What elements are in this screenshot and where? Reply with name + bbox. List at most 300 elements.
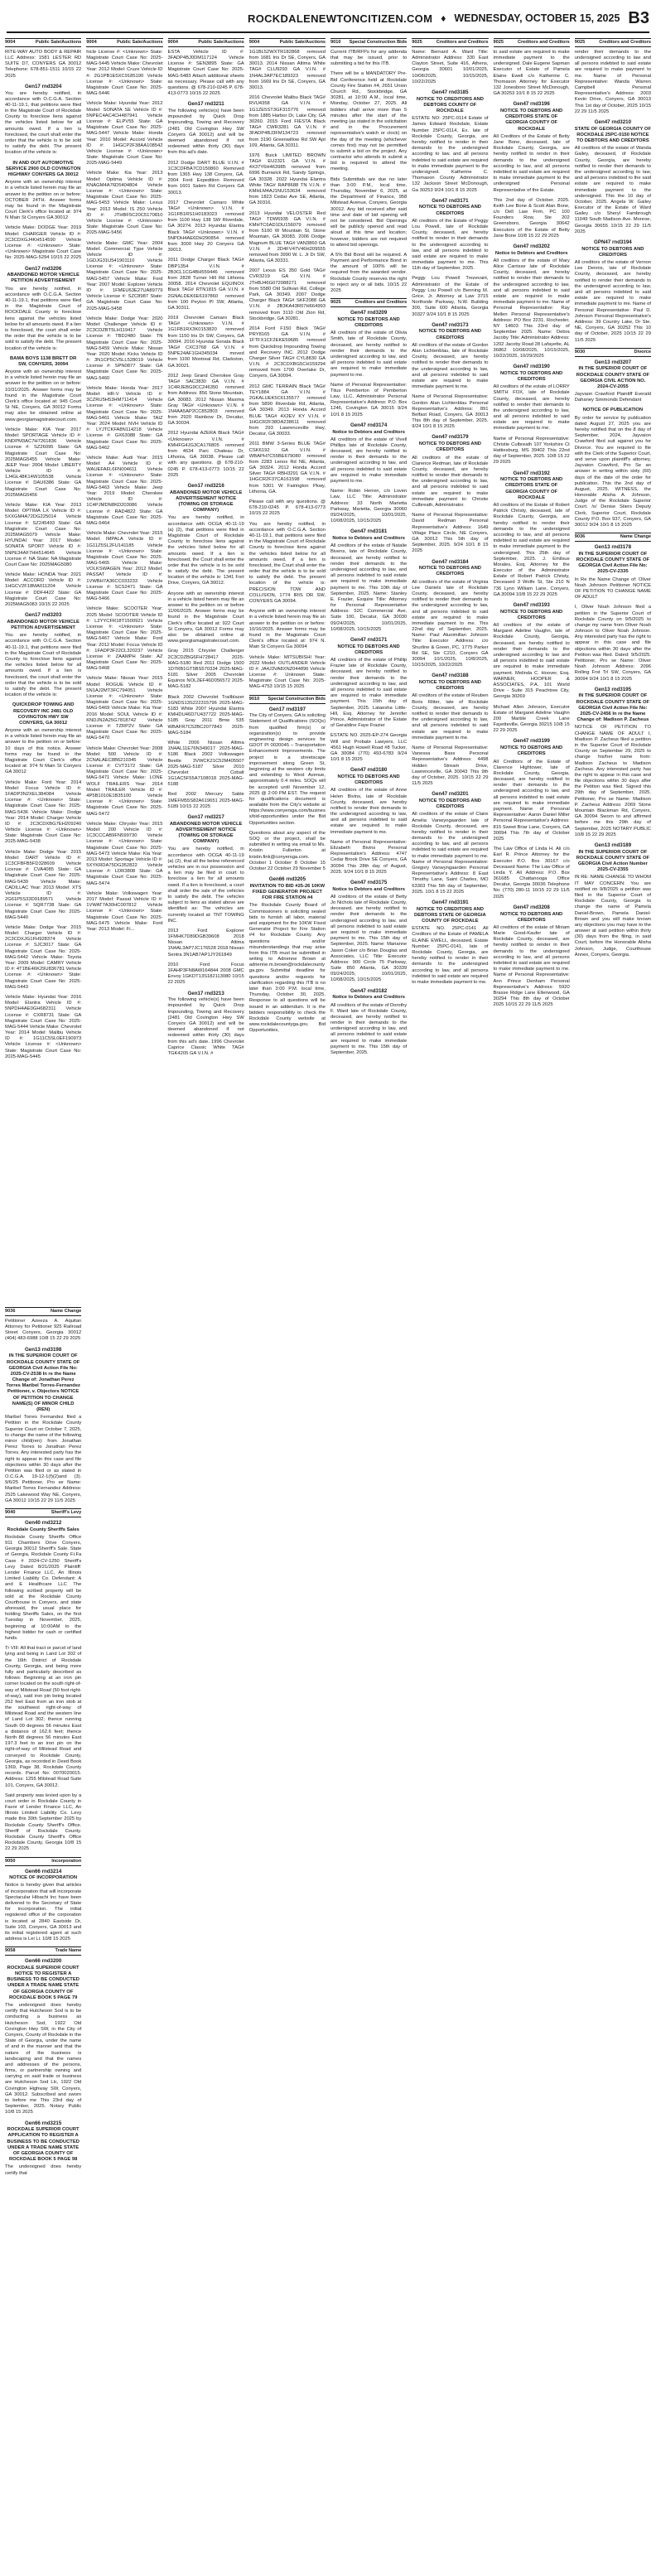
notice-title: NOTICE TO DEBTORS AND CREDITORS xyxy=(418,566,481,577)
legal-notice xyxy=(168,814,244,924)
legal-notice xyxy=(575,605,651,682)
notice-title: NOTICE TO DEBTORS AND CREDITORS xyxy=(499,745,563,757)
category-code: 9010 xyxy=(330,40,341,45)
legal-notice xyxy=(86,171,162,236)
notice-id: Gen66 rnd3200 xyxy=(24,1958,62,1965)
notice-body: ESTATE NO. 2025-EP-274 Georgia Will and Probate Lawyers, LLC 4561 Hugh Howell Road #8 Tucker, GA 30084 (770) 493-6783 9/24 10/1 8 15 2025 xyxy=(330,733,408,763)
notice-body: 2012 Dodge DART BLUE V.I.N. # 1C3CDFBA7CD150860 Removed from 1365 Hwy 138 Conyers, GA. 2004 Ford Expedition Removed from 1601 Salem Rd Conyers GA 30013. xyxy=(167,160,244,195)
notice-id: Gen47 rnd3180 xyxy=(350,767,388,774)
legal-notice xyxy=(330,767,407,836)
notice-id: GPN47 rnd3194 xyxy=(594,239,632,246)
notice-id: Gen13 rnd3207 xyxy=(594,359,632,365)
notice-id: Gen47 rnd3184 xyxy=(432,558,469,565)
notice-body: All creditors of the estate of Wanda Gailey, deceased, of Rockdale County, Georgia, are hereby notified to render their demands to the undersigned according to law, and all persons indebted to the said estate are required to make immediate payment to the undersigned. This the 10 day of October, 2025. Angela W. Gailey Executor of the Estate of Ward Gailey c/o Sheryl Fambrough 11049 South Madison Ave. Monroe, Georgia 30655 10/15 22 29 11/5 2025 xyxy=(574,146,651,234)
notice-id: Gen47 rnd3188 xyxy=(432,673,469,679)
notice-body: ESTATE NO: 25PC-0114 Estate of James Edward Rockdale, Estate Number 25PC-0114, Ex. late of Rockdale County, Georgia, are hereby notified to render in their demands to the undersigned according to law, and all persons indebted to said estate are required to make immediate payment to the undersigned. Katherine C. Thomason County Administrator 132 Jackson Street McDonough, Ga 30253 9/24 10/1 8 15 2025 xyxy=(412,116,489,193)
notice-body: render their demands to the undersigned according to law and all persons indebted to said estate are required to make payment to me. Name of Personal Representative: Wanda Warren Campbell Personal Representative's Address: 2003 Kevin Drive, Conyers, GA 30013 This 1st day of October, 2025 10/15 22 29 11/5 2025 xyxy=(574,49,651,114)
site-url[interactable]: ROCKDALENEWTONCITIZEN.COM xyxy=(248,12,433,25)
notice-body: All creditors of the estate of Clarence Redman, late of Rockdale County, deceased, are hereby notified to render their demands to the undersigned according to law, and all persons indebted to said estate are required to make immediate payment to: Christie Culbreath, Administrator. xyxy=(412,455,489,509)
notice-body: 2012 GMC TERRAIN Black TAG# TEY1884 GA V.I.N. # 2GKALUEK5C6135577 removed from 5890 Riverdale Rd, Atlanta, GA 30349. 2013 Honda Accord BLUE TAG# 4X2EV KY V.I.N. # 1HGCR2F38DA238611 removed from 293 Lawrenceville Hwy, Decatur, GA 30033. xyxy=(248,384,326,437)
notice-id: Gen13 rnd3189 xyxy=(594,842,632,848)
notice-title: Rockdale County Sheriffs Sales xyxy=(7,1527,80,1532)
notice-id: Gen47 rnd3209 xyxy=(350,310,388,316)
notice-title: NOTICE TO DEBTORS AND CREDITORS xyxy=(418,680,481,692)
notice-id: Gen47 rnd3171 xyxy=(432,197,469,204)
notice-body: 2007 Lexus ES 350 Gold TAG# CVR3219 GA V.I.N. # JTHBJ46G072088271 removed from 5580 Old Sullivan Rd, College Park, GA 30349. 2007 Dodge Charger Black TAG# SKF2088 GA V.I.N. # 2B3KA43R07H664993 removed from 3110 Old Zion Rd, Stockbridge, GA 30281. xyxy=(248,268,326,321)
notice-body: Anyone with an ownership interest in a vehicle listed herein may file an answer to the petition on or before: 10 days of this notice. Answer forms may be found in the Magistrate Court Clerk's office located at: 974 N Main St Conyers GA 30012 xyxy=(5,728,82,775)
legal-notice xyxy=(86,316,162,382)
notice-body: A 5% Bid Bond will be required. A Payment and Performance Bond in the amount of 100% will be required from the awarded vendor. Rockdale County reserves the right to reject any or all bids. 10/15 22 2025 xyxy=(330,252,408,294)
notice-body: The Law Office of Linda H. Ali c/o Earl R. Prince Attorney for the Executor P.O. Box 30167 c/o Deceased Name: The Law Office of Linda Y. Ali Address: P.O. Box 361685 Chattanooga Office Decatur, Georgia 30036 Telephone No: (770) 280-11 10/15 22 29 11/5 2025 xyxy=(493,847,570,900)
notice-body: Vehicle Make: KIA Year: 2013 Model: OPTIMA LX Vehicle ID #: 5XXGM4A72DG225014 Vehicle License #: SZ245493 State: GA Magistrate Court Case No: 2025MAG5079 Vehicle Make: HYUNDAI Year: 2017 Model: SONATA SPORT Vehicle ID #: 5NPE34AF7HH514645 Vehicle License #: NA State: NA Magistrate Court Case No: 2025MAG5080 xyxy=(5,503,82,567)
legal-notice xyxy=(5,1958,81,2115)
legal-notice xyxy=(494,705,570,735)
category-code: 9036 xyxy=(5,1309,16,1314)
legal-notice xyxy=(168,792,244,810)
notice-title: NOTICE TO DEBTORS AND CREDITORS xyxy=(337,316,400,329)
section-header xyxy=(5,1946,81,1956)
notice-body: Name of Personal Representative: Christie Culbreath 107 Yorkshire Ct Hattiesburg, MS 39402 This 22nd day of September, 2025. 10/8 15 22 29 2025 xyxy=(493,436,570,466)
legal-notice xyxy=(86,241,162,312)
legal-notice xyxy=(249,268,326,322)
legal-notice xyxy=(5,1793,81,1853)
legal-notice xyxy=(494,198,570,239)
notice-column xyxy=(168,38,244,1307)
notice-column xyxy=(330,38,407,1307)
legal-notice xyxy=(575,544,651,601)
notice-body: All creditors of the estate of Margaret Adeline Vaughn, late of Rockdale County, Georgia, deceased, are hereby notified to render their demands to the undersigned according to law and all persons indebted to said estate are required to make immediate payment. Melinda C. Hoover, Esq. WARNER, HOOPER & ASSOCIATES, P.A. 101 World Drive - Suite 315 Peachtree City, Georgia 30269 xyxy=(493,623,570,700)
notice-title: NOTICE TO DEBTORS AND CREDITORS xyxy=(418,329,481,340)
notice-title: IN THE SUPERIOR COURT OF ROCKDALE COUNTY STATE OF GEORGIA Civil Action File No: 2025-CV-2538 In re the Name Change of: Jonathan Perez Torres Maribel Torres-Fernandez Petitioner, v. Objectors NOTICE OF PETITION TO CHANGE NAME(S) OF MINOR CHILD (REN) xyxy=(6,1353,80,1413)
legal-notice xyxy=(249,876,326,1034)
notice-body: All creditors of the estate of Claire Amelia Vanwyngaarden late of Rockdale County, deceased, are hereby notified to render in their demands to the undersigned according to law, and all persons indebted to said estate are required to make immediate payment to me. Name of Personal Representative: Gregory Vanwyngaarden Personal Representative's Address: 8 East Timothy Lane, Saint Charles, MO 63303 This 5th day of September, 2025. 10/1 8 15 22 2025 xyxy=(412,812,489,895)
section-header xyxy=(5,1857,81,1866)
column-category-header xyxy=(249,38,326,47)
notice-body: Anyone with an ownership interest in a vehicle listed herein may file an answer to the petition on or before: 10/16/2025. Answer forms may be found in the Magistrate Court Clerk's office located at: 974 N. Main St Conyers Ga 30094 xyxy=(248,609,326,650)
category-code: 9004 xyxy=(167,40,178,45)
notice-body: hicle License #: <Unknown> State: Magistrate Court Case No: 2025-MAG-5445 Vehicle Make: Chevrolet Year: 2012 Model: Cruze Vehicle ID #: 2G1PB1E5XC9185190 Vehicle License #: <Unknown> State: Magistrate Court Case No: 2025-MAG-5446 xyxy=(86,49,163,97)
notice-body: Jayvaon Crawford Plaintiff Everald Dahaney Simmonds Defendant xyxy=(574,392,651,403)
column-category-header xyxy=(494,38,570,47)
notice-body: Current ITB/RFPs for any addenda that may be issued, prior to submitting a bid for this ITB. xyxy=(330,49,408,67)
notice-body: to said estate are required to make immediate payment to the undersigned. Dale Eugene Sapman Executor of Estate of Pamela Elaine Ewell c/o Katherine C. Thomason Attorney for Executor 132 Jonesboro Street McDonough, GA 30253 10/1 8 15 22 2025 xyxy=(493,49,570,97)
category-name: Special Construction Bids xyxy=(349,40,408,45)
notice-body: 2013 Ford Explorer 1FMHK7D89DGB39608 2018 Nissan Altima 1N4AL3AP7JC176528 2018 Nissan Sentra 3N1AB7AP1JY261849 xyxy=(167,928,244,958)
notice-body: Red 2002 Mercury Sable 1MEFM55S82A619651 2025-MAG-5189 10/15 22 2025 xyxy=(167,792,244,809)
legal-notice xyxy=(168,374,244,427)
legal-notice xyxy=(168,200,244,254)
notice-body: You are hereby notified, in accordance with O.C.G.A. Section 40-11-19.1, that petitions were filed in the Magistrate Court of Rockdale County to foreclose liens against the vehicles listed below for all amounts owed. If a lien is foreclosed, the court shall enter the order that the vehicle is to be sold to satisfy the debt. The present location of the vehicle is: xyxy=(5,90,82,156)
category-name: Creditors and Creditors xyxy=(436,40,489,45)
notice-body: All creditors of the estate of Vernon Lee Dennis, late of Rockdale County, deceased, are hereby notified to render their demands to the undersigned according to law, and all persons indebted to said estate are required to make immediate payment to me. Name of Personal Representative: Paul D. Johnson Personal Representative's Address: 39 Country Lake, Dr Ste. NE, Conyers, GA 30252 This 10 day of October, 2025 10/15 22 29 11/5 2025 xyxy=(574,260,651,343)
legal-notice xyxy=(494,738,570,842)
notice-body: The following vehicle(s) have been impounded by Quick Drop Impounding, Towing and Recovery (2481 Old Covington Hwy SW Conyers GA 30012) and will be deemed abandoned if not redeemed within thirty (30) days from this ad's date. 1996 Chevrolet Caprice Classic White TAG# TGK4205 GA V.I.N. # xyxy=(167,997,244,1056)
notice-id: Gen17 rnd3204 xyxy=(24,83,62,89)
legal-notice xyxy=(412,322,488,391)
notice-id: Gen40 rnd3212 xyxy=(24,1519,62,1526)
notice-id: Gen13 rnd3178 xyxy=(594,544,632,551)
legal-notice xyxy=(575,50,651,115)
legal-notice xyxy=(168,258,244,311)
notice-body: Please call with any questions. @ 678-210-0245 P. 678-413-0773 10/15 22 2025 xyxy=(248,499,326,517)
legal-notice xyxy=(5,427,81,499)
notice-title: NOTICE TO DEBTORS AND CREDITORS xyxy=(418,441,481,453)
legal-notice xyxy=(330,422,407,485)
notice-body: I, Oliver Noah Johnson filed a petition in the Superior Court of Rockdale County on 9/5/2025 to change my name from Oliver Noah Johnson to Oliver Noah Johnson. Any interested party has the right to appear in this case and file objections within 30 days after the Petition was filed. Dated: 9/5/2025. Petitioner, Pro se Name: Oliver Noah Johnson Address: 2096 Rolling Frst Trl SW, Conyers, GA 30094 9/24 10/1 8 15 2025 xyxy=(574,605,651,682)
notice-body: All creditors of the estate of Virginia Lee Daniels late of Rockdale County, deceased, are hereby notified to render their demands to the undersigned according to law, and all persons indebted to said estate are required to make immediate payment to me. This 22nd day of September, 2025. Name: Paul Aluoimillan Johnson Title: Executor Address: c/o Shurline & Green, PC, 1775 Parker Rd SE, Ste C210, Conyers GA 30094 10/1/2025, 10/8/2025, 10/15/2025, 10/22/2025 xyxy=(412,579,489,668)
legal-notice xyxy=(5,50,81,80)
notice-body: Vehicle Make: Audi Year: 2015 Model: A4 Vehicle ID #: WAUEFAFL6FN004611 Vehicle License #: <Unknown> State: Magistrate Court Case No: 2025-MAG-5463 Vehicle Make: Jeep Year: 2019 Model: Cherokee Vehicle ID #: 1C4PJMDN8KD203086 Vehicle License #: RAD4822 State: GA Magistrate Court Case No: 2025-MAG-5464 xyxy=(86,455,163,526)
notice-body: All creditors of the estate of Natalie Bivens, late of Rockdale County, deceased, are hereby notified to render their demands to the undersigned according to law, and all persons indebted to said estate are required to make immediate payment to me. This 10th day of September, 2025. Name: Stanley E. Frazier, Esquire Title: Attorney for Personal Representative Address: 52C Commercial Ave, Suite 100, Decatur, GA 30030 09/24/2025, 10/01/2025, 10/08/2025, 10/15/2025 xyxy=(330,543,408,632)
category-name: Divorce xyxy=(634,349,651,355)
notice-body: RITE-WAY AUTO BODY & REPAIR LLC Address: 1581 LESTER RD SUITE D7, CONYERS GA 30012 Telephone: 678-851-1511 10/15 22 2025 xyxy=(5,49,82,79)
category-code: 9025 xyxy=(412,40,422,45)
notice-title: ROCKDALE SUPERIOR COURT APPLICATION TO REGISTER A BUSINESS TO BE CONDUCTED UNDER A TRADE NAME STATE OF GEORGIA COUNTY OF ROCKDALE BOOK 5 PAGE 98 xyxy=(7,2127,80,2163)
legal-notice xyxy=(494,244,570,359)
notice-body: ESTA Vehicle ID #: 3FADP4BJ0DM117124 Vehicle License #: SEN3895 State: GA Magistrate Court Case No: 2025-MAG-5483 Attach additional sheets as necessary. Please call with any questions. @ 678-210-0245 P. 678-413-0773 10/15 22 2025 xyxy=(167,49,244,97)
legal-notice xyxy=(412,198,488,273)
notice-title: ABANDONED MOTOR VEHICLE ADVERTISEMENT NOTICE (TOWING OR STORAGE COMPANY) xyxy=(169,821,243,845)
legal-notice xyxy=(86,101,162,166)
legal-notice xyxy=(86,50,162,98)
notice-body: Vehicle Make: Dodge Year: 2015 Model: Charger Vehicle ID #: 2C3CDXJG1FH928374 Vehicle License #: SJC3017 State: GA Magistrate Court Case No: 2025-MAG-5442 Vehicle Make: Toyota Year: 2009 Model: CAMRY Vehicle ID #: 4T1BE46K29U836781 Vehicle License #: <Unknown> State: Magistrate Court Case No: 2025-MAG-5443 xyxy=(5,924,82,990)
legal-notice xyxy=(249,211,326,265)
notice-title: NOTICE TO CREDITORS AND DEBTORS STATE OF GEORGIA COUNTY OF ROCKDALE xyxy=(414,906,486,924)
legal-notice xyxy=(168,483,244,587)
notice-body: Vehicle Make: Hyundai Year: 2012 Model: SONATA SE Vehicle ID #: 5NPEC4AC4CH487941 Vehicle License #: ELPV55 State: GA Magistrate Court Case No: 2025-MAG-5447 Vehicle Make: Honda Year: 2010 Model: Accord Vehicle ID #: 1HGCP2F38AA108542 Vehicle License #: <Unknown> State: Magistrate Court Case No: 2025-MAG-5449 xyxy=(86,101,163,166)
legal-notice xyxy=(575,408,651,528)
legal-notice xyxy=(86,606,162,672)
legal-notice xyxy=(5,1520,81,1642)
notice-title: ROCKDALE SUPERIOR COURT NOTICE TO REGISTER A BUSINESS TO BE CONDUCTED UNDER A TRADE NAME STATE OF GEORGIA COUNTY OF ROCKDALE BOOK 5 PAGE 79 xyxy=(7,1965,80,2000)
notice-body: Vehicle Make: Honda Year: 2017 Model: HR-V Vehicle ID #: 3CZRU5H53HM711414 Vehicle License #: <Unknown> State: Magistrate Court Case No: 2025-MAG-5461 Vehicle Make: TAIZ Year: 2024 Model: NVH Vehicle ID #: LYJTCKFA8N114218 Vehicle License #: GX63088 State: GA Magistrate Court Case No: 2025-MAG-5462 xyxy=(86,385,163,451)
notice-id: Gen17 rnd3197 xyxy=(268,706,306,712)
legal-notice xyxy=(168,929,244,958)
notice-title: NOTICE TO DEBTORS AND CREDITORS xyxy=(499,609,563,620)
legal-notice xyxy=(330,880,407,984)
legal-notice xyxy=(494,847,570,900)
notice-body: Tr VIII: All that tract or parcel of land lying and being in Land Lot 302 of the 16th District of Rockdale County, Georgia, and being more fully and particularly described as follows: Beginning at an iron pin corner located on the south right-of-way of Milstead Road (50 foot right-of-way), said iron pin being located 252 feet East from an iron stob at the southwest right-of-way of Milstead Road and the western line of Land Lot 302; thence running South 00 degrees 56 minutes East a distance of 162.6 feet; thence North 88 degrees 56 minutes East 197.3 feet to an iron pin on the right-of-way of Milstead Road and conveyed to Rockdale County, Georgia, as recorded in Deed Book 1369, Page 38, Rockdale County records. Parcel No: 0070020015. Address: 1255 Milstead Road Suite 101, Conyers, GA 30012. xyxy=(5,1646,82,1788)
legal-notice xyxy=(494,101,570,193)
notice-body: Vehicle Make: Chevrolet Year: 2008 Model: 500 Vehicle ID #: 2CNALAEC8B6210345 Vehicle License #: CVT3172 State: GA Magistrate Court Case No: 2025-MAG-5471 Vehicle Make: LONE WOLF TRAILERS Year: 2014 Model: TRAILER Vehicle ID #: 4P5B1010E1B35100 Vehicle License #: <Unknown> State: Magistrate Court Case No: 2025-MAG-5472 xyxy=(86,745,163,817)
notice-title: ABANDONED MOTOR VEHICLE PETITION ADVERTISEMENT xyxy=(7,273,80,284)
notice-column xyxy=(494,38,570,1307)
notice-body: This 2nd day of October, 2025. Keith Lee Bone & Scott Alan Bone, c/o Dell Law Firm, PC 100 Founders Row, Ste 202 Greensboro, Georgia 30642 Executors of the Estate of Betty Jane Bone 10/8 15 22 29 2025 xyxy=(493,197,570,239)
legal-notice xyxy=(86,891,162,933)
legal-notice xyxy=(168,740,244,789)
legal-notice xyxy=(5,225,81,261)
legal-notice xyxy=(249,609,326,650)
notice-id: Gen13 rnd3195 xyxy=(594,686,632,692)
notice-id: Gen47 rnd3210 xyxy=(594,118,632,125)
page-number: B3 xyxy=(628,8,649,27)
category-code: 9058 xyxy=(5,1948,16,1954)
legal-notice xyxy=(249,441,326,495)
notice-title: NOTICE TO DEBTORS AND CREDITORS xyxy=(337,644,400,655)
legal-notice xyxy=(5,572,81,608)
notice-body: All Creditors of the Estate of Betty Jane Bone, deceased, late of Rockdale County, Georgia, are hereby notified to render in their demands to the undersigned according to law, and all persons indebted to said estate are required to make immediate payment to the undersigned Personal Representative of the Estate. xyxy=(493,133,570,193)
notice-body: Vehicle Make: DODGE Year: 2019 Model: CHARGER Vehicle ID #: 2C3CDXGJ4KH514590 Vehicle License #: <Unknown> State: <Unknown> Magistrate Court Case No: 2025-MAG-5294 10/15 22 2025 xyxy=(5,225,82,261)
notice-id: Gen47 rnd3182 xyxy=(350,987,388,994)
notice-title: IN THE SUPERIOR COURT OF ROCKDALE COUNTY STATE OF GEORGIA Civil Action Number 2025-CV-2355 xyxy=(576,849,649,873)
notice-body: All creditors of the estate of Reuben Boris Ritter, late of Rockdale County, deceased, are hereby notified to render their demands to the undersigned according to law, and all persons indebted to said estate are required to make immediate payment to me. xyxy=(412,693,489,740)
category-code: 9050 xyxy=(5,1858,16,1864)
legal-notice xyxy=(5,356,81,423)
notice-column xyxy=(412,38,488,1307)
notice-body: Questions about any aspect of the SOQ or the project, shall be submitted in writing via email to Ms. Kristin Fullerton at kristin.fink@conyersga.com. October 1 October 8 October 15 October 22 October 29 November 5 xyxy=(248,830,326,871)
notice-body: Michael Allen Johnson, Executor Estate of Margaret Adeline Vaughn 200 Marble Creek Lane Fayetteville, Georgia 30215 10/8 15 22 29 2025 xyxy=(493,704,570,734)
legal-notice xyxy=(5,1347,81,1504)
category-code: 9004 xyxy=(248,40,260,45)
legal-notice xyxy=(5,2120,81,2177)
legal-notices-columns xyxy=(5,38,651,2176)
category-name: Trade Name xyxy=(55,1948,82,1954)
notice-title: NOTICE TO DEBTORS AND CREDITORS xyxy=(499,911,563,923)
notice-title: NOTICE TO CREDITORS AND DEBTORS COUNTY OF ROCKDALE xyxy=(416,96,484,114)
notice-body: Name of Personal Representative: Gordon Alan Lichtenblau Personal Representative's Address: 891 Belfast Road, Conyers, GA 30013 This 8th day of September, 2025. 9/24 10/1 8 15 2025 xyxy=(412,394,489,430)
notice-body: ESTATE NO. 25PC-0141 All Creditors of the Estate of PAMELA ELAINE EWELL, deceased, Estate Number: 25PC-0141, late of Rockdale County, Georgia, are hereby notified to render in their demands to the undersigned according to law, and all persons indebted to said estate are required to make immediate payment to me. xyxy=(412,926,489,985)
notice-column xyxy=(5,1307,81,2576)
notice-body: Vehicle Make: MITSUBISHI Year: 2022 Model: OUTLANDER Vehicle ID #: JA4J3VA8XNZ044896 Vehicle License #: Unknown State: Magistrate Court Case No: 2025-MAG-4753 10/15 15 2025 xyxy=(248,654,326,690)
category-name: Public Sale/Auctions xyxy=(117,40,163,45)
notice-id: Gen66 rnd3215 xyxy=(24,2120,62,2126)
legal-notice xyxy=(168,991,244,1058)
legal-notice xyxy=(168,316,244,369)
legal-notice xyxy=(5,850,81,921)
legal-notice xyxy=(168,101,244,156)
notice-body: All creditors of the estate of Anne Helen Bivins, late of Rockdale County, deceased, are hereby notified to render their demands to the undersigned according to law, and all persons indebted to said estate are required to make immediate payment to me. xyxy=(330,788,408,835)
notice-title: NOTICE TO DEBTORS AND CREDITORS xyxy=(418,205,481,216)
category-name: Sheriff's Levy xyxy=(51,1510,82,1516)
notice-body: Vehicle Make: Chrysler Year: 2015 Model: 200 Vehicle ID #: 1C3CCCAB9FN599730 Vehicle License #: <Unknown> State: Magistrate Court Case No: 2025-MAG-5473 Vehicle Make: Kia Year: 2013 Model: Sportage Vehicle ID #: 5XYKRDA75DG352822 Vehicle License #: LDR3808 State: GA Magistrate Court Case No: 2025-MAG-5474 xyxy=(86,821,163,886)
category-code: 9040 xyxy=(5,1510,16,1516)
category-code: 9025 xyxy=(493,40,504,45)
notice-id: Gen47 rnd3192 xyxy=(513,470,550,476)
masthead-rule xyxy=(7,31,649,33)
notice-id: Gen17 rnd3203 xyxy=(24,612,62,619)
notice-id: Gen47 rnd3196 xyxy=(513,101,550,108)
category-name: Name Change xyxy=(50,1309,82,1314)
notice-body: Name of Personal Representative: Vanessa Bass Personal Representative's Address: 4498 Hidden Stream Drive, Lawrenceville, GA 30043 This 9th day of October, 2025. 10/15 22 29 11/5 2025 xyxy=(412,745,489,787)
notice-body: Gray 2015 Chrysler Challenger 2C3CDZBG6FH728417 2025-MAG-5180 Red 2011 Dodge 1500 1D7RB1GT5BS570334 2025-MAG-5181 Silver 2005 Chevrolet Equinox NOL2EF46D056572 2025-MAG-5182 xyxy=(167,649,244,690)
category-code: 9010 xyxy=(248,696,260,702)
notice-id: Gen17 rnd3213 xyxy=(187,990,224,996)
notice-body: Maribel Torres Fernandez filed a Petition in the Rockdale County Superior Court on October 7, 2025, to change the name of the following minor child(ren): from Jonathan Perez Torres to Jonathan Perez Torres. Any interested party has the right to appear in this case and file objections within 30 days after the Petition was filed or as stated in O.C.G.A. 19-12-1(f)(2)and (3). 9/6/25 Petitioner, Pro se Name: Maribel Torres Fernandez Address: 2525 Lakewood Way NE, Conyers, GA 30012 10/15 22 29 11/5 2025 xyxy=(5,1415,82,1503)
legal-notice xyxy=(575,119,651,235)
notice-title: NOTICE TO DEBTORS AND CREDITORS xyxy=(418,798,481,810)
legal-notice xyxy=(412,513,488,554)
notice-body: All creditors of the estate of Vivell Phillips late of Rockdale County, deceased, are hereby notified to render in their demands to the undersigned according to law, and all persons indebted to said estate are required to make immediate payment to me. xyxy=(330,437,408,485)
legal-notice xyxy=(249,384,326,438)
legal-notice xyxy=(5,1646,81,1789)
notice-body: All creditors of the estate of LORRY SMITH FOX, late of Rockdale County, deceased, are hereby notified to render their demands to the undersigned according to law, and all persons indebted to said estate are required to make immediate payment to me. xyxy=(493,384,570,432)
legal-notice xyxy=(494,364,570,432)
notice-id: Gen47 rnd3175 xyxy=(350,879,388,885)
notice-id: Gen47 rnd3185 xyxy=(432,89,469,96)
legal-notice xyxy=(412,559,488,669)
notice-body: All creditors of the estate of Miriam Marie Good-Kaufer late of Rockdale County, deceased, are hereby notified to render in their demands to the undersigned according to law, and all persons indebted to said estate are required to make immediate payment to me. Name of Personal Representative: Ann Prince Denham Personal Representative's Address: 5920 Brasse Ridge Lane Ellenwood, GA 30294 This 8th day of October 2025 10/15 22 29 11/5 2025 xyxy=(493,924,570,1008)
notice-body: Name of Personal Representative: Elizabeth Bivins Personal Representative's Address: 4747 Cedar Brook Drive SE Conyers, GA 30094 This 28th day of August, 2025. 9/24 10/1 8 15 2025 xyxy=(330,839,408,875)
notice-body: All creditors of the estate of Gordon Alan Lichtenblau, late of Rockdale County, deceased, are hereby notified to render their demands to the undersigned according to law, and all persons indebted to said estate are required to make immediate payment to me. xyxy=(412,342,489,390)
legal-notice xyxy=(86,456,162,527)
notice-id: Gen47 rnd3191 xyxy=(432,899,469,905)
legal-notice xyxy=(5,1869,81,1943)
notice-body: The undersigned does hereby certify that xyxy=(5,2164,82,2176)
section-header xyxy=(575,533,651,542)
notice-title: NOTICE TO DEBTORS AND CREDITORS xyxy=(499,370,563,382)
notice-body: 2011 Dodge Charger Black TAG# DBP1354 V.I.N. # 2B3CL1CG4BH559446 removed from 2828 Turner Hill Rd Lithonia 30058. 2014 Chevrolet EQUINOX Black TAG# RTN1815 GA V.I.N. # 2GNALDEK6E6197860 removed from 100 Peyton Pl SW, Atlanta, GA 30311. xyxy=(167,258,244,311)
notice-title: INVITATION TO BID #25-26 10KW FIXED GENERATOR PROJECT FOR FIRE STATION #4 xyxy=(249,883,326,901)
notice-title: Notice to Debtors and Creditors xyxy=(332,886,405,892)
category-code: 9025 xyxy=(330,300,341,306)
notice-body: Vehicle Make: Chevrolet Year: 2015 Model: IMPALA Vehicle ID #: 1G11Z5SL2FU141185 Vehicle License #: <Unknown> State: Magistrate Court Case No: 2025-MAG-5465 Vehicle Make: VOLKSWAGEN Year: 2012 Model: PASSAT Vehicle ID #: 1VWBH7A36CC033233 Vehicle License #: SCS2471 State: GA Magistrate Court Case No: 2025-MAG-5466 xyxy=(86,531,163,602)
legal-notice xyxy=(86,746,162,818)
notice-body: All creditors of the Estate of Peggy Lou Powell, late of Rockdale County, deceased, are hereby notified to render in their demands to the undersigned according to law, and all persons indebted to said estate are required to make immediate payment to me. This 11th day of September, 2025. xyxy=(412,218,489,272)
notice-body: All creditors of the estate of Olivia Smith, late of Rockdale County, deceased, are hereby notified to render their demands to the undersigned according to law, and all persons indebted to said estate are required to make immediate payment to me. xyxy=(330,330,408,378)
column-category-header xyxy=(168,38,244,47)
legal-notice xyxy=(412,434,488,509)
legal-notice xyxy=(575,359,651,404)
category-name: Creditors and Creditors xyxy=(599,40,651,45)
category-code: 9004 xyxy=(5,40,16,45)
notice-body: Name: Bernard A. Ward Title: Administrator Address: 330 East Clayton Street, Suite 416, Athens, Georgia 30601 10/01/2025, 10/08/2025, 10/15/2025, 10/22/2025 xyxy=(412,49,489,84)
legal-notice xyxy=(575,687,651,838)
notice-body: 2014 Ford F150 Black TAG# PRY8165 GA V.I.N. # 1FTFX1CF2EKE59685 removed from Quickdrop Impounding Towing and Recovery INC. 2012 Dodge Charger Silver TAG# CYL8830 GA V.I.N. # 2C3CDXBG5CH159294 removed from 1700 Overlake Dr, Conyers, GA 30094. xyxy=(248,326,326,379)
notice-body: The City of Conyers, GA is soliciting Statement of Qualifications (SOQs) from qualified firm(s) or organization(s) to provide engineering design services for GDOT PI 0020045 – Transportation Enhancement Improvements. The project is a streetscape improvement along Green St, beginning at the western city limits and extending to West Avenue, approximately 0.4 miles. SOQs will be accepted until November 12, 2025 @ 2:00 PM EST. The request for qualifications document is available from the City's website at https://www.conyersga.com/business/bid-opportunities under the Bid Opportunities section. xyxy=(248,713,326,826)
category-name: Name Change xyxy=(620,534,651,540)
legal-notice xyxy=(249,50,326,91)
notice-body: The undersigned does hereby certify that Hutcheson Sod is to be conducting a business as Hutcheson Sod, 1922 Old Covington Hwy SW, in the City of Conyers, County of Rockdale in the State of Georgia, under the name of and in the manner and that the nature of the business is landscaping and that the names and addresses of the persons, firms, or partnership owning and carrying on said trade or business are Hutcheson Sod Llc, 1922 Old Covington Highway SW, Conyers, GA 30012. Subscribed and sworn to before me This 23rd day of September, 2025. Notary Public 10/8 15 2025 xyxy=(5,2003,82,2115)
notice-body: 2010 Ford Focus 1FAHP3FN8AW164844 2008 GMC Envoy 1GKDT13S182113080 10/15 22 2025 xyxy=(167,962,244,986)
notice-body: All creditors of the estate of Betty Jo Nichols late of Rockdale County, deceased, are hereby notified to render their demands to the undersigned according to law, and all persons indebted to said estate are required to make immediate payment to me. This 15th day of September, 2025. Name: Marianne Jason Coker c/o Brian Douglas and Associates, LLC Title: Executor Address: 900 Circle 75 Parkway, Suite 850 Atlanta, GA 30339 09/24/2025, 10/01/2025, 10/08/2025, 10/15/2025 xyxy=(330,894,408,983)
notice-body: You are hereby notified, in accordance with O.C.G.A. Section 40-11-19.1, that petitions were filed in the Magistrate Court of ROCKDALE County to foreclose liens against the vehicles listed below for all amounts owed. If a lien is foreclosed, the court shall enter the order that the vehicle is to be sold to satisfy the debt. The present location of the vehicle is: xyxy=(5,286,82,351)
notice-id: Gen66 rnd3205 xyxy=(268,876,306,883)
notice-id: Gen66 rnd3214 xyxy=(24,1868,62,1874)
notice-body: Vehicle Make: KIA Year: 2017 Model: SPORTAGE Vehicle ID #: KNDPM3AC7H7261836 Vehicle License #: SZ26095 State: GA Magistrate Court Case No: 2025MAG5455 Vehicle Make: JEEP Year: 2004 Model: LIBERTY Vehicle ID #: 1J4GL48K14W105538 Vehicle License #: DAU6386 State: GA Magistrate Court Case No: 2025MAG5456 xyxy=(5,427,82,498)
notice-body: All creditors of the estate of Dorothy F. Ward late of Rockdale County, deceased, are hereby notified to render in their demands to the undersigned according to law, and all persons indebted to said estate are required to make immediate payment to me. This 15th day of September, 2025. xyxy=(330,1002,408,1056)
notice-body: Name of Personal Representative: David Redman Personal Representative's Address: 1649 Village Place Circle, NE Conyers, GA 30012 This 5th day of September, 2025. 9/24 10/1 8 15 2025 xyxy=(412,513,489,554)
notice-body: You are hereby notified, in accordance with OCGA 40-11-19 (a) (2), that petitions were filed in Magistrate Court of Rockdale County to foreclose liens against the vehicles listed below for all amounts owed. If a lien is foreclosed, the Court shall enter the order that the vehicle is to be sold to satisfy the debt. The present location of the vehicle is: 1341 Fort Drive, Conyers, GA 30012. xyxy=(167,515,244,586)
notice-body: Anyone with an ownership interest in a vehicle listed herein may file an answer to the petition on or before: OCTOBER 24TH. Answer forms may be found in the Magistrate Court Clerk's office located at: 974 N Main St Conyers GA 30012 xyxy=(5,180,82,221)
notice-body: Anyone with an ownership interest in a vehicle listed herein may file an answer to the petition on or before: 10/31/2025. Answer forms may be found in the Magistrate Court Clerk's office located at: 945 Court St NE, Conyers, GA 30012 Forms may also be obtained online at www.georgiamagistratecourt.com. xyxy=(5,369,82,422)
notice-body: All creditors of the estate of Mary Alice Carrisse late of Rockdale County, deceased, are hereby notified to render their demands to the undersigned according to law, and all persons indebted to said estate are required to make immediate payment to me. Name of Personal Representative: Ray Mellen Personal Representative's Address: PO Box 2231, Rochester, NY 14603 This 23rd day of September 2025. Name: Debra Jacoby Title: Administrator Address: 1202 Jacoby Road 28 Lafayette, AL 36862 10/08/2025, 10/15/2025, 10/22/2025, 10/29/2025 xyxy=(493,258,570,359)
notice-id: Gen47 rnd3193 xyxy=(513,602,550,609)
notice-body: Vehicle Make: HONDA Year: 2021 Model: ACCORD Vehicle ID #: 1HGCV2F18MA011204 Vehicle License #: DDF4422 State: GA Magistrate Court Case No: 2025MAG5083 10/15 22 2025 xyxy=(5,572,82,608)
legal-notice xyxy=(5,84,81,157)
notice-title: NOTICE OF INCORPORATION xyxy=(9,1875,78,1881)
notice-body: 2019 Chevrolet Camaro Black TAG# <Unknown> V.I.N. # 1G1FB1RX3K0153820 removed from 1150 Iris Dr SW, Conyers, GA 30094. 2016 Hyundai Sonata Black TAG# CXC3768 GA V.I.N. # 5NPE24AF1GH345034 moved from 1100 Montreal Rd, Clarkston, GA 30021. xyxy=(167,316,244,369)
legal-notice xyxy=(168,431,244,479)
notice-title: IN THE SUPERIOR COURT OF ROCKDALE COUNTY STATE OF GEORGIA Civil Action File No: 2025-CV-2456 In re the Name Change of: Madison P. Zacheus xyxy=(576,693,649,723)
notice-id: Gen47 rnd3199 xyxy=(513,738,550,745)
legal-notice xyxy=(86,822,162,887)
legal-notice xyxy=(330,988,407,1057)
notice-title: NOTICE OF PUBLICATION xyxy=(582,408,644,413)
legal-notice xyxy=(249,522,326,605)
legal-notice xyxy=(168,649,244,690)
notice-body: There will be a MANDATORY Pre-Bid Conference held at Rockdale County Fire Station #4, 2651 Union Church Rd., Stockbridge, GA 30281, at 10:00 A.M., local time, Monday, October 27, 2025. All bidders shall arrive more than 5 minutes after the start of the meeting (as stated in the solicitation and in the Procurement representative's watch or clock) on the day of the meeting (whichever comes first) may not be permitted to submit a bid on the project. Any contractor who attends to submit a bid is required to attend the meeting. xyxy=(330,71,408,172)
legal-notice xyxy=(249,95,326,149)
notice-body: All creditors of the estate of Phillip Frazier late of Rockdale County, deceased, are hereby notified to render their demands to the undersigned according to law, and all persons indebted to said estate are required to make immediate payment. This 15th day of September, 2025. Lataesha Little-Hill, Esq. Attorney for Jennifer Prince, Administrator of the Estate of Geraldine Faye Frazier xyxy=(330,658,408,729)
notice-body: NOTICE OF PETITION TO CHANGE NAME OF ADULT I, Madison P. Zacheus filed a petition in the Superior Court of Rockdale County on September 29, 2025 to change his/her name from: Madison Zacheus to Madison Zacheus. Any interested party has the right to appear in this case and file objections within 30 days after the Petition was filed. Signed this 29th day of September, 2025. Petitioner, Pro se Name: Madison P. Zacheus Address: 2069 Stone Mountain Blackman Rd, Conyers, GA 30094 Sworn to and affirmed before me this 29th day of September, 2025 NOTARY PUBLIC 10/8 15 22 29 2025 xyxy=(574,725,651,837)
legal-notice xyxy=(412,745,488,787)
notice-body: 2013 Hyundai VELOSTER Red TAG# TDW6935 GA V.I.N. # KMHTC6AD1DU156079 removed from 5100 W Mountain St, Stone Mountain, GA 30083. 2006 Dodge Magnum BLUE TAG# VAN3860 GA V.I.N. # 2D4FV47V46H209555 removed from 3990 W. L. Jr Dr SW, Atlanta, GA 30331. xyxy=(248,210,326,264)
legal-notice xyxy=(330,71,407,172)
category-name: Public Sale/Auctions xyxy=(198,40,244,45)
issue-date: WEDNESDAY, OCTOBER 15, 2025 xyxy=(454,12,620,24)
legal-notice xyxy=(5,780,81,846)
legal-notice xyxy=(412,89,488,194)
legal-notice xyxy=(575,239,651,344)
legal-notice xyxy=(494,470,570,598)
notice-body: 1976 Buick LIMITED BROWN TAG# EU2321 GA V.I.N. # 4X37Y6H463985 removed from 6996 Burnwick Rd, Sandy Springs, GA 30328. 2022 Hyundai Elantra White TAG# RAP8688 TN V.I.N. # KMHLM4AJ1NU153634 removed from 1823 Cedar Ave SE, Atlanta, GA 30316. xyxy=(248,152,326,206)
notice-title: NOTICE TO DEBTORS AND CREDITORS xyxy=(337,774,400,786)
notice-body: Peggy Lou Powell Trezevant, Administrator of the Estate of Peggy Lou Powell c/o Benning M. Grice, Jr. Attorney at Law 3715 Northside Parkway, N.W. Building 300, Suite 600 Atlanta, Georgia 30327 9/24 10/1 8 15 2025 xyxy=(412,276,489,317)
category-name: Incorporation xyxy=(51,1858,82,1864)
legal-notice xyxy=(5,612,81,698)
notice-body: 1G1BL52WXTR182868 removed from 1681 Iris Dr SE, Conyers, GA 30013. 2014 Nissan Altima White TAG# CLU9293 GA V.I.N. # 1N4AL3AP7EC189323 removed from 1669 Iris Dr SE, Conyers, GA 30013. xyxy=(248,49,326,91)
notice-title: IN THE SUPERIOR COURT OF ROCKDALE COUNTY STATE OF GEORGIA Civil Action File No: 2025-CV-2335 xyxy=(576,551,649,575)
legal-notice xyxy=(5,161,81,222)
column-category-header xyxy=(86,38,162,47)
notice-body: White 2006 Nissan Altima 1N4AL11E76N349017 2025-MAG-5186 Black 2002 Volkswagen Beetle 3VWCK21C52M405507 2025-MAG-5187 Silver 2010 Chevrolet Cobalt 1G1AC5F55A7108018 2025-MAG-5188 xyxy=(167,740,244,788)
legal-notice xyxy=(330,383,407,418)
notice-body: Vehicle Make: Hyundai Year: 2016 Model: Elantra Vehicle ID #: 5NPDH4AE0GH682311 Vehicle License #: CXR8731 State: GA Magistrate Court Case No: 2025-MAG-5444 Vehicle Make: Chevrolet Year: 2014 Model: Malibu Vehicle ID #: 1G11C5SL0EF190973 Vehicle License #: <Unknown> State: Magistrate Court Case No: 2025-MAG-5445 xyxy=(5,994,82,1059)
notice-body: Bids Submittals are due no later than 3:00 P.M., local time, Thursday, November 6, 2025, at the Department of Finance, 958 Milstead Avenue, Conyers, Georgia 30012. Any bid received after said time and date of bid opening will not be considered. Bid Openings will be publicly opened and read aloud at this time and location; however, bidders are not required to attend bid openings. xyxy=(330,176,408,248)
category-code: 9036 xyxy=(574,534,586,540)
legal-notice xyxy=(330,637,407,729)
notice-id: Gen47 rnd3171 xyxy=(350,637,388,644)
notice-body: 2012 Jeep Grand Cherokee Gray TAG# SAC3830 GA V.I.N. # 1C4RJEBG9CC246350 removed from Address: 856 Stone Mountain, GA 30083. 2012 Nissan Maxima Gray TAG# <Unknown> V.I.N. # 1N4AA5AP2CC852803 removed from 2920 Rainbow Dr, Decatur, GA 30034. xyxy=(167,373,244,427)
notice-body: Vehicle Make: Dodge Year: 2020 Model: Challenger Vehicle ID #: 2C3CDZBT5LH119417 Vehicle License #: TBD2480 State: TN Magistrate Court Case No: 2025-MAG-5459 Vehicle Make: Nissan Year: 2020 Model: Kicks Vehicle ID #: 3N1CP5CV5LL528019 Vehicle License #: SPN0877 State: GA Magistrate Court Case No: 2025-MAG-5460 xyxy=(86,316,163,381)
notice-title: ABANDONED MOTOR VEHICLE PETITION ADVERTISEMENT xyxy=(7,619,80,631)
notice-id: Gen47 rnd3181 xyxy=(350,528,388,535)
notice-title: IN THE SUPERIOR COURT OF ROCKDALE COUNTY STATE OF GEORGIA CIVIL ACTION NO. 2024-CV-2055 xyxy=(576,366,649,389)
notice-id: Gen47 rnd3173 xyxy=(432,321,469,328)
notice-body: All Creditors of the Estate of Clarence Hightower, late of Rockdale County, Georgia, deceased, are hereby notified to render their demands to the undersigned according to law, and all persons indebted to said estate are required to make immediate payment. Name of Personal Representative: Aaron Daniel Miller Personal Representative's Address: 815 Sweet Briar Lane, Conyers, GA 30094 This 7th day of October 2025 xyxy=(493,759,570,842)
notice-body: You are hereby notified, in accordance with O.C.G.A. Section 40-11-19.1, that petitions were filed in the Magistrate Court of Rockdale County to foreclose liens against the vehicles listed below for all amounts owed. If a lien is foreclosed, the court shall enter the order that the vehicle is to be sold to satisfy the debt. The present location of the vehicle is: xyxy=(5,633,82,698)
category-name: Special Construction Bids xyxy=(268,696,326,702)
legal-notice xyxy=(5,702,81,775)
legal-notice xyxy=(249,153,326,207)
notice-body: Vehicle Make: Kia Year: 2013 Model: Optima Vehicle ID #: KNAGM4A76D5404804 Vehicle License #: <Unknown> State: Magistrate Court Case No: 2025-MAG-5453 Vehicle Make: Lexus Year: 2012 Model: IS 250 Vehicle ID #: JTHBF5C20C5170810 Vehicle License #: <Unknown> State: Magistrate Court Case No: 2025-MAG-5456 xyxy=(86,171,163,236)
legal-notice xyxy=(330,177,407,248)
legal-notice xyxy=(412,394,488,430)
notice-body: Vehicle Make: SCOOTER Year: 2025 Model: SCOOTER Vehicle ID #: L2YYCFR18T1500921 Vehicle License #: <Unknown> State: Magistrate Court Case No: 2025-MAG-5467 Vehicle Make: Ford Year: 2012 Model: Focus Vehicle ID #: 1FADP3F22CL320237 Vehicle License #: ZAAMPH State: AZ Magistrate Court Case No: 2025-MAG-5468 xyxy=(86,606,163,672)
notice-title: STATE OF GEORGIA COUNTY OF ROCKDALE 25PC-0150 NOTICE TO DEBTORS AND CREDITORS xyxy=(574,126,651,144)
column-category-header xyxy=(5,1307,81,1316)
legal-notice xyxy=(494,437,570,466)
notice-body: Petitioner Azeeza A. Aquitan Attorney for Petitioner 925 Railroad Street Conyers, Georgia 30012 (404) 483-6988 10/8 15 22 29 2025 xyxy=(5,1318,82,1342)
legal-notice xyxy=(412,50,488,85)
legal-notice xyxy=(412,276,488,317)
legal-notice xyxy=(168,591,244,645)
legal-notice xyxy=(5,925,81,991)
legal-notice xyxy=(249,499,326,518)
notice-body: 2012 Hyundai AZERA Black TAG# <Unknown> V.I.N. # KMHFG4JG3CA176805 removed from 4634 Parc Chateau Dr, Lithonia, GA 30038. Please call with any questions. @ 678-210-0245 P. 678-413-0773 10/15 22 2025 xyxy=(167,431,244,478)
column-category-header xyxy=(330,38,407,47)
legal-notice xyxy=(5,503,81,568)
section-header xyxy=(330,298,407,307)
notice-id: Gen47 rnd3202 xyxy=(513,244,550,250)
notice-body: Black 2002 Chevrolet Trailblazer 1GNDS13S222315796 2025-MAG-5183 White 2007 Hyundai Elantra KMHDU46D7U437722 2025-MAG-5185 Gray 2011 Bmw 535 WBAFR7C52BC2077843 2025-MAG-5184 xyxy=(167,694,244,736)
notice-body: In Re the Name Change of: Oliver Noah Johnson Petitioner NOTICE OF PETITION TO CHANGE NAME OF ADULT xyxy=(574,576,651,601)
notice-title: ABANDONED MOTOR VEHICLE ADVERTISEMENT NOTICE (TOWING OR STORAGE COMPANY) xyxy=(169,490,243,514)
category-code: 9004 xyxy=(86,40,97,45)
category-code: 9030 xyxy=(574,349,586,355)
notice-id: Gen47 rnd3174 xyxy=(350,422,388,428)
notice-title: NOTICE TO DEBTORS AND CREDITORS xyxy=(581,246,644,258)
